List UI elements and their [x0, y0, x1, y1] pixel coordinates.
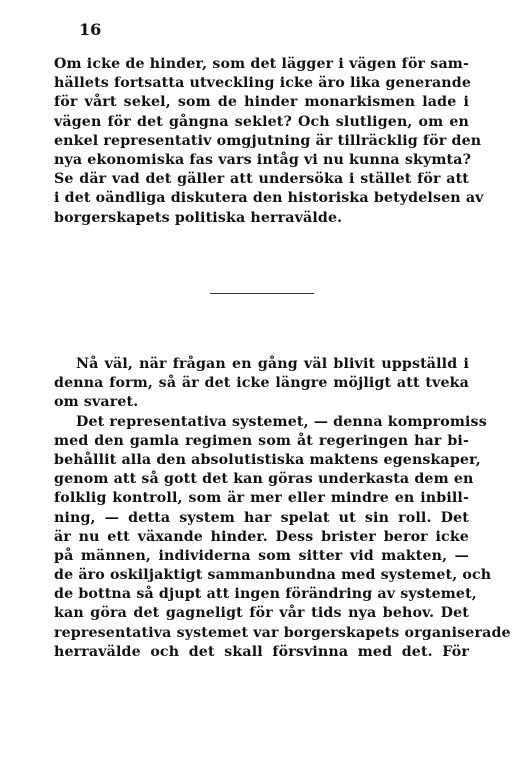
text-line: om svaret. — [54, 394, 139, 411]
text-line: herravälde och det skall försvinna med det. För — [54, 643, 469, 660]
page-number: 16 — [79, 20, 102, 39]
text-line: för vårt sekel, som de hinder monarkismen lade i — [54, 94, 469, 111]
text-line: genom att så gott det kan göras underkasta dem en — [54, 471, 474, 488]
text-line: borgerskapets politiska herravälde. — [54, 209, 343, 226]
text-line: enkel representativ omgjutning är tillräcklig för den — [54, 132, 482, 149]
text-line: i det oändliga diskutera den historiska betydelsen av — [54, 190, 484, 207]
text-line: med den gamla regimen som åt regeringen har bi- — [54, 432, 469, 449]
text-line: representativa systemet var borgerskapets organiserade — [54, 624, 511, 641]
text-line: Det representativa systemet, — denna kompromiss — [76, 413, 487, 430]
section-separator — [210, 293, 314, 294]
text-line: kan göra det gagneligt för vår tids nya behov. Det — [54, 605, 469, 622]
text-line: denna form, så är det icke längre möjligt att tveka — [54, 375, 469, 392]
text-line: på männen, individerna som sitter vid makten, — — [54, 547, 469, 564]
text-line: vägen för det gångna seklet? Och slutligen, om en — [54, 113, 469, 130]
paragraph-2-3 — [54, 355, 511, 662]
text-line: Om icke de hinder, som det lägger i vägen för sam- — [54, 56, 469, 72]
text-line: nya ekonomiska fas vars intåg vi nu kunna skymta? — [54, 151, 472, 168]
text-line: Nå väl, när frågan en gång väl blivit uppställd i — [76, 356, 469, 372]
text-line: de äro oskiljaktigt sammanbundna med systemet, och — [54, 567, 492, 584]
text-line: Se där vad det gäller att undersöka i stället för att — [54, 171, 469, 188]
text-line: är nu ett växande hinder. Dess brister beror icke — [54, 528, 469, 545]
text-line: hällets fortsatta utveckling icke äro lika generande — [54, 75, 472, 92]
paragraph-1 — [54, 55, 484, 228]
text-line: folklig kontroll, som är mer eller mindre en inbill- — [54, 490, 469, 507]
text-line: de bottna så djupt att ingen förändring av systemet, — [54, 586, 477, 603]
text-line: behållit alla den absolutistiska maktens egenskaper, — [54, 451, 481, 468]
text-line: ning, — detta system har spelat ut sin roll. Det — [54, 509, 469, 526]
